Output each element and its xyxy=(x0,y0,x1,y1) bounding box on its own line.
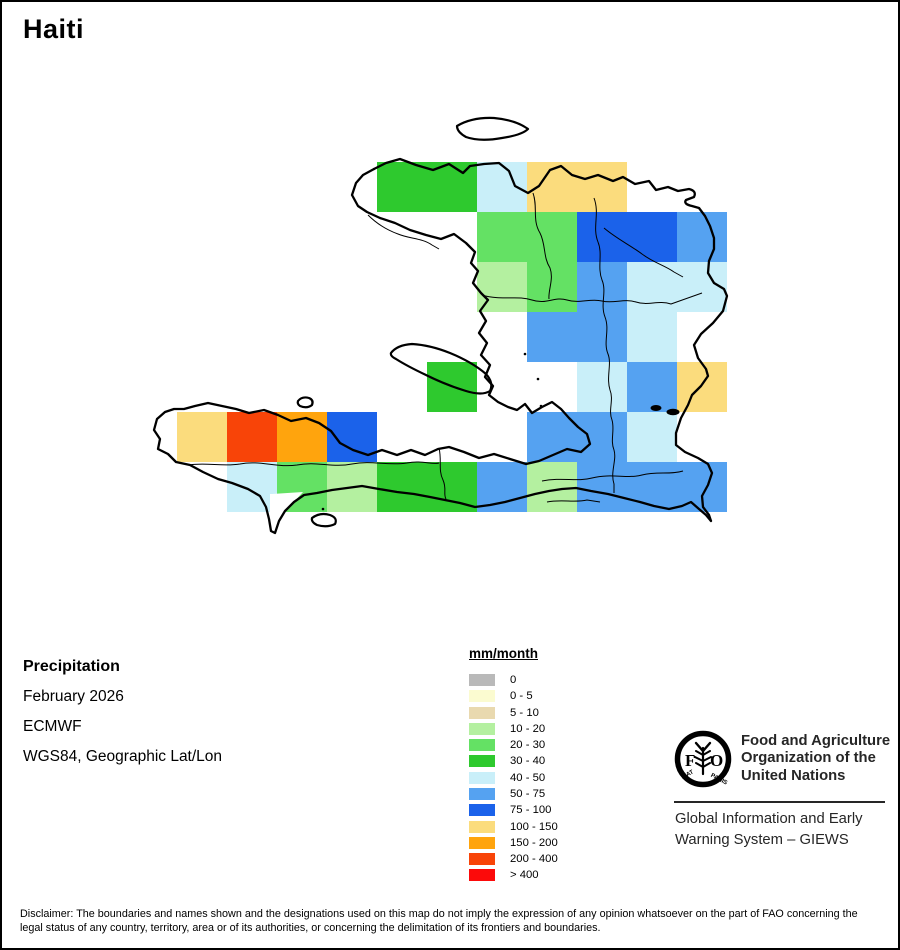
legend-label: > 400 xyxy=(510,869,539,882)
legend-title: mm/month xyxy=(469,646,538,661)
legend-label: 200 - 400 xyxy=(510,853,558,866)
legend-item xyxy=(469,737,558,753)
precipitation-cell xyxy=(577,212,627,262)
legend-label: 10 - 20 xyxy=(510,722,546,735)
legend-label: 150 - 200 xyxy=(510,836,558,849)
haiti-precipitation-map xyxy=(2,2,900,950)
tortuga-island xyxy=(457,118,528,140)
precipitation-cell xyxy=(527,212,577,262)
legend-swatch xyxy=(469,869,495,881)
wheat-icon xyxy=(695,743,711,774)
precipitation-cell xyxy=(527,462,577,512)
fao-logo xyxy=(674,730,732,788)
precipitation-cell xyxy=(577,362,627,412)
precipitation-cell xyxy=(477,212,527,262)
precipitation-cell xyxy=(477,162,527,212)
precipitation-cell xyxy=(177,412,227,462)
legend-item xyxy=(469,721,558,737)
precipitation-cell xyxy=(677,362,727,412)
precipitation-cell xyxy=(627,212,677,262)
legend-swatch xyxy=(469,804,495,816)
page-title: Haiti xyxy=(23,14,85,44)
precipitation-cell xyxy=(627,412,677,462)
precipitation-grid xyxy=(177,162,727,512)
legend-item xyxy=(469,672,558,688)
legend-label: 5 - 10 xyxy=(510,706,539,719)
legend-label: 30 - 40 xyxy=(510,755,546,768)
precipitation-cell xyxy=(377,462,427,512)
legend-swatch xyxy=(469,788,495,800)
legend-swatch xyxy=(469,739,495,751)
legend-swatch xyxy=(469,755,495,767)
legend-label: 100 - 150 xyxy=(510,820,558,833)
legend-label: 75 - 100 xyxy=(510,804,552,817)
precipitation-cell xyxy=(477,462,527,512)
precipitation-cell xyxy=(577,412,627,462)
legend-item xyxy=(469,688,558,704)
fao-motto-fiat: FIAT xyxy=(680,769,695,781)
precipitation-cell xyxy=(377,162,427,212)
legend-swatch xyxy=(469,837,495,849)
legend-swatch xyxy=(469,690,495,702)
legend-label: 40 - 50 xyxy=(510,771,546,784)
precipitation-cell xyxy=(527,312,577,362)
fao-name-line2: Organization of the xyxy=(741,750,876,767)
legend xyxy=(469,646,558,883)
info-source: ECMWF xyxy=(23,718,82,735)
precipitation-cell xyxy=(577,312,627,362)
disclaimer-text: Disclaimer: The boundaries and names shown and the designations used on this map do not imply the expression of any opinion whatsoever on the part of FAO concerning the legal status of any country, territory, area or of its authorities, or concerning the delimitation of its frontiers and boundaries. xyxy=(20,908,858,934)
precipitation-cell xyxy=(227,412,277,462)
precipitation-cell xyxy=(227,462,277,512)
info-period: February 2026 xyxy=(23,688,124,705)
precipitation-cell xyxy=(577,262,627,312)
legend-label: 50 - 75 xyxy=(510,787,546,800)
legend-swatch xyxy=(469,821,495,833)
fao-motto-panis: PANIS xyxy=(709,772,729,787)
legend-label: 0 - 5 xyxy=(510,690,533,703)
fao-name-line1: Food and Agriculture xyxy=(741,733,891,749)
legend-rows xyxy=(469,672,558,883)
brand-separator xyxy=(674,801,885,803)
ile-a-vache-island xyxy=(312,514,336,526)
legend-item xyxy=(469,802,558,818)
fao-logo-letter-f: F xyxy=(685,751,696,770)
precipitation-cell xyxy=(627,362,677,412)
precipitation-cell xyxy=(627,312,677,362)
giews-line2: Warning System – GIEWS xyxy=(675,831,849,848)
fao-name-line3: United Nations xyxy=(741,767,846,784)
info-product: Precipitation xyxy=(23,658,120,675)
legend-item xyxy=(469,786,558,802)
precipitation-cell xyxy=(677,212,727,262)
precipitation-cell xyxy=(577,162,627,212)
legend-swatch xyxy=(469,723,495,735)
legend-swatch xyxy=(469,772,495,784)
legend-item xyxy=(469,818,558,834)
legend-item xyxy=(469,835,558,851)
legend-item xyxy=(469,705,558,721)
legend-label: 0 xyxy=(510,674,517,687)
legend-swatch xyxy=(469,707,495,719)
legend-swatch xyxy=(469,853,495,865)
legend-item xyxy=(469,753,558,769)
precipitation-cell xyxy=(527,262,577,312)
legend-swatch xyxy=(469,674,495,686)
legend-item xyxy=(469,867,558,883)
legend-item xyxy=(469,770,558,786)
cayemites-island xyxy=(298,397,313,407)
precipitation-cell xyxy=(577,462,627,512)
fao-logo-letter-o: O xyxy=(710,751,724,770)
giews-line1: Global Information and Early xyxy=(675,811,863,827)
info-projection: WGS84, Geographic Lat/Lon xyxy=(23,748,223,765)
fao-name xyxy=(741,733,890,785)
legend-label: 20 - 30 xyxy=(510,739,546,752)
legend-item xyxy=(469,851,558,867)
giews-name xyxy=(675,809,863,850)
